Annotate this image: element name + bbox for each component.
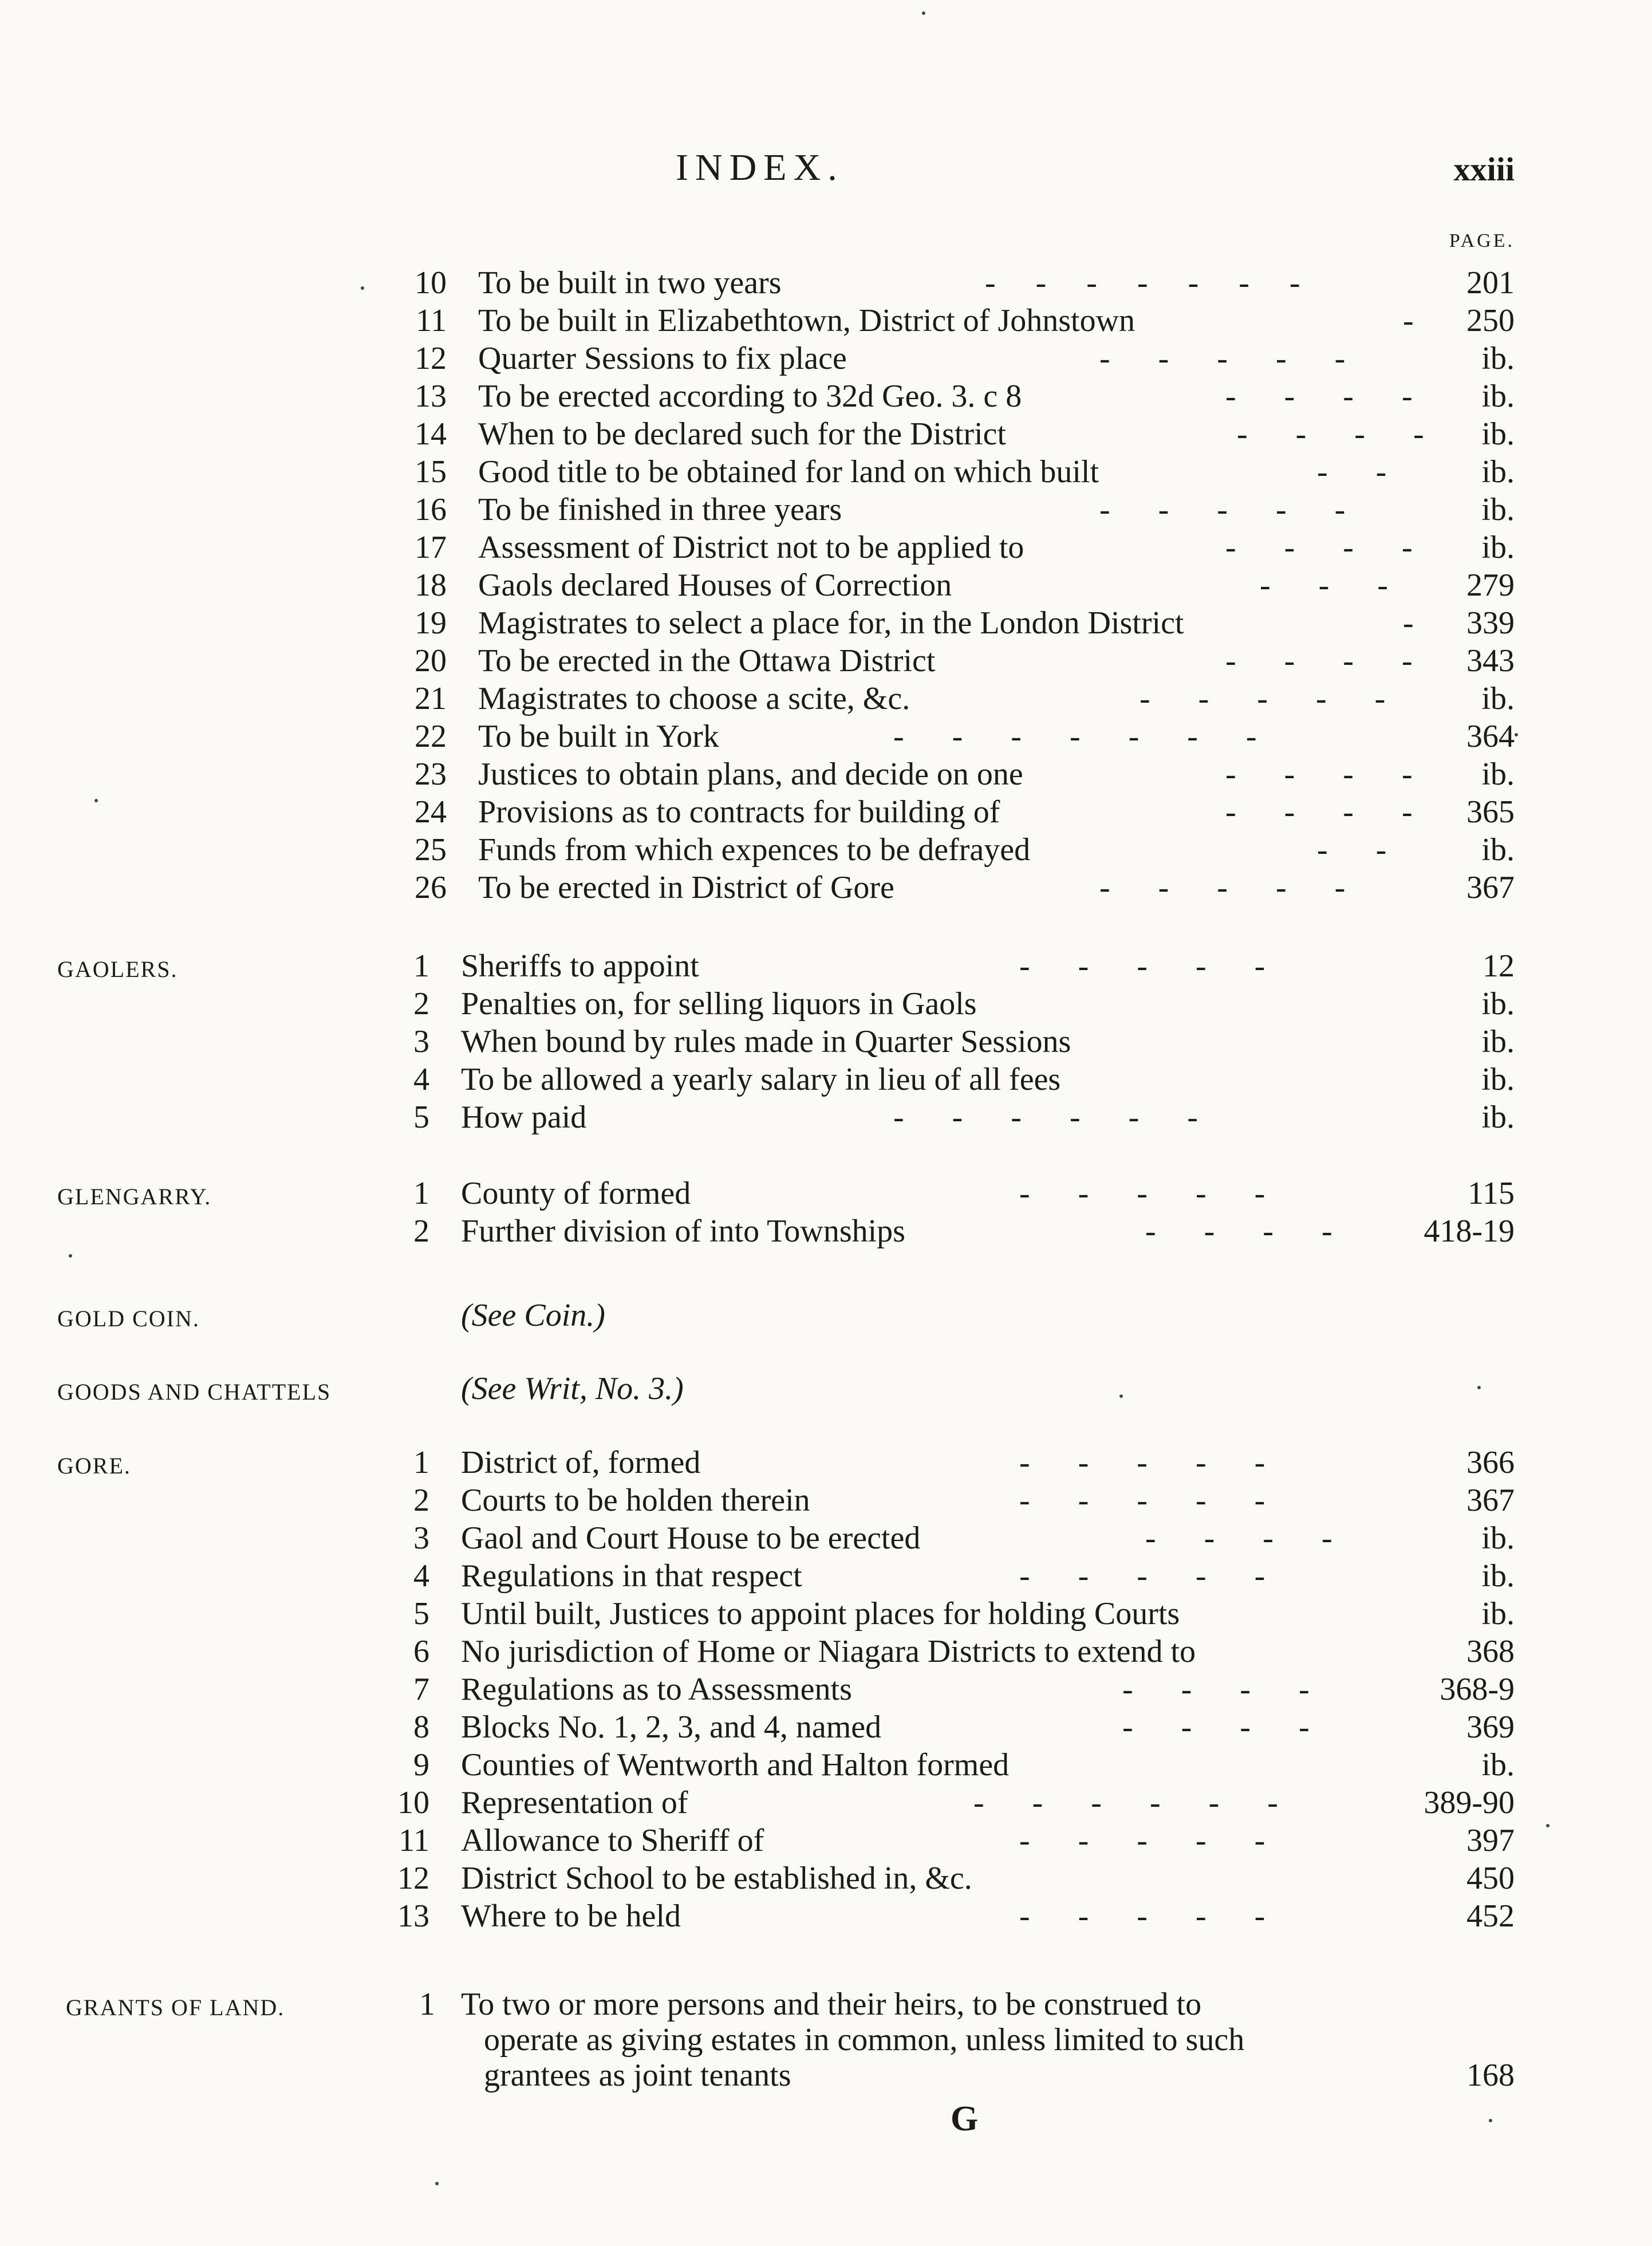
scan-speck <box>1489 2119 1492 2122</box>
entry-page: 364 <box>1466 719 1515 754</box>
index-entry <box>0 529 1652 567</box>
entry-page: ib. <box>1481 1024 1515 1059</box>
entry-page: ib. <box>1481 492 1515 527</box>
entry-number: 16 <box>415 492 447 527</box>
index-entry <box>0 454 1652 491</box>
entry-text: Magistrates to select a place for, in the London District <box>478 605 1184 641</box>
entry-page: 168 <box>1466 2058 1515 2093</box>
entry-page: 367 <box>1466 1483 1515 1518</box>
entry-page: 389-90 <box>1424 1785 1515 1821</box>
section-heading: GORE. <box>57 1453 131 1479</box>
entry-text: Provisions as to contracts for building of <box>478 794 1000 830</box>
entry-text: Counties of Wentworth and Halton formed <box>461 1747 1010 1783</box>
entry-text: Courts to be holden therein <box>461 1483 810 1518</box>
entry-text: Justices to obtain plans, and decide on one <box>478 756 1023 792</box>
index-entry <box>0 1671 1652 1709</box>
entry-number: 2 <box>413 1213 429 1249</box>
entry-page: ib. <box>1481 1596 1515 1632</box>
entry-number: 8 <box>413 1709 429 1745</box>
entry-page: 452 <box>1466 1898 1515 1934</box>
entry-number: 1 <box>413 1176 429 1211</box>
leader-dashes: - - - - - <box>1019 1445 1265 1480</box>
entry-text: To be erected in the Ottawa District <box>478 643 936 679</box>
entry-text: Penalties on, for selling liquors in Gaols <box>461 986 977 1022</box>
entry-number: 3 <box>413 1520 429 1556</box>
index-entry <box>0 1099 1652 1137</box>
entry-number: 26 <box>415 870 447 905</box>
entry-number: 1 <box>413 948 429 984</box>
page-folio: xxiii <box>1453 151 1515 188</box>
leader-dashes: - - - - - - <box>893 1100 1198 1135</box>
leader-dashes: - - - - <box>1225 794 1413 830</box>
entry-page: ib. <box>1481 379 1515 414</box>
index-entry <box>0 1822 1652 1860</box>
index-entry <box>0 643 1652 680</box>
leader-dashes: - - - - - <box>1140 681 1386 716</box>
entry-page: 201 <box>1466 265 1515 301</box>
scan-speck <box>1515 733 1518 736</box>
leader-dashes: - - <box>1317 832 1387 868</box>
leader-dashes: - - - <box>1260 568 1388 603</box>
index-entry <box>0 1784 1652 1822</box>
entry-text: To be finished in three years <box>478 492 842 527</box>
leader-dashes: - - - - - <box>1099 341 1346 376</box>
index-entry <box>0 1482 1652 1520</box>
entry-page: 279 <box>1466 568 1515 603</box>
entry-page: 12 <box>1483 948 1515 984</box>
index-entry <box>0 1520 1652 1558</box>
entry-number: 17 <box>415 530 447 565</box>
scan-speck <box>69 1254 72 1258</box>
entry-page: 369 <box>1466 1709 1515 1745</box>
section-heading: GOODS AND CHATTELS <box>57 1379 332 1405</box>
entry-number: 23 <box>415 756 447 792</box>
index-entry <box>0 378 1652 416</box>
running-title: INDEX. <box>676 147 844 188</box>
entry-text: Sheriffs to appoint <box>461 948 699 984</box>
scan-speck <box>922 11 925 15</box>
entry-text-line: To two or more persons and their heirs, to be construed to <box>461 1987 1202 2022</box>
entry-text: When bound by rules made in Quarter Sessions <box>461 1024 1071 1059</box>
leader-dashes: - <box>1403 605 1414 641</box>
entry-number: 1 <box>419 1987 435 2022</box>
entry-number: 5 <box>413 1596 429 1632</box>
entry-text: Until built, Justices to appoint places for holding Courts <box>461 1596 1180 1632</box>
index-entry <box>0 1709 1652 1747</box>
leader-dashes: - - - - - - - <box>893 719 1257 754</box>
index-entry <box>0 340 1652 378</box>
index-entry <box>0 1444 1652 1482</box>
leader-dashes: - <box>1403 303 1414 338</box>
entry-text: To be allowed a yearly salary in lieu of all fees <box>461 1062 1061 1097</box>
entry-number: 4 <box>413 1558 429 1594</box>
entry-text: Gaol and Court House to be erected <box>461 1520 921 1556</box>
entry-number: 1 <box>413 1445 429 1480</box>
index-entry <box>0 605 1652 643</box>
index-entry <box>0 794 1652 832</box>
leader-dashes: - - - - <box>1237 416 1424 452</box>
leader-dashes: - - - - - <box>1019 1483 1265 1518</box>
entry-text: To be erected in District of Gore <box>478 870 894 905</box>
index-entry <box>0 1633 1652 1671</box>
entry-page: 368 <box>1466 1634 1515 1669</box>
entry-text: Where to be held <box>461 1898 681 1934</box>
entry-number: 7 <box>413 1672 429 1707</box>
section-heading: GOLD COIN. <box>57 1306 200 1331</box>
entry-page: 450 <box>1466 1861 1515 1896</box>
entry-page: ib. <box>1481 1747 1515 1783</box>
entry-page: 397 <box>1466 1823 1515 1858</box>
leader-dashes: - - - - - - - <box>985 265 1300 301</box>
index-entry <box>0 1595 1652 1633</box>
entry-number: 10 <box>415 265 447 301</box>
section-heading: GLENGARRY. <box>57 1184 212 1209</box>
entry-number: 20 <box>415 643 447 679</box>
leader-dashes: - - - - - - <box>973 1785 1278 1821</box>
entry-page: ib. <box>1481 1100 1515 1135</box>
section-heading: GAOLERS. <box>57 956 178 982</box>
index-entry <box>0 1747 1652 1784</box>
section-heading: GRANTS OF LAND. <box>66 1995 285 2020</box>
leader-dashes: - - - - - <box>1019 948 1265 984</box>
entry-text: Regulations in that respect <box>461 1558 802 1594</box>
leader-dashes: - - - - <box>1225 379 1413 414</box>
entry-text-line: operate as giving estates in common, unless limited to such <box>484 2022 1245 2058</box>
entry-page: ib. <box>1481 1558 1515 1594</box>
index-entry <box>0 1175 1652 1213</box>
entry-number: 13 <box>397 1898 429 1934</box>
entry-text: Representation of <box>461 1785 688 1821</box>
index-entry <box>0 1860 1652 1898</box>
entry-number: 15 <box>415 454 447 490</box>
entry-text: To be built in Elizabethtown, District of Johnstown <box>478 303 1135 338</box>
index-entry <box>0 718 1652 756</box>
entry-page: 367 <box>1466 870 1515 905</box>
entry-number: 4 <box>413 1062 429 1097</box>
entry-page: ib. <box>1481 986 1515 1022</box>
entry-page: 250 <box>1466 303 1515 338</box>
entry-text: District of, formed <box>461 1445 701 1480</box>
entry-number: 25 <box>415 832 447 868</box>
entry-text: District School to be established in, &c. <box>461 1861 972 1896</box>
entry-number: 6 <box>413 1634 429 1669</box>
cross-reference: (See Writ, No. 3.) <box>461 1371 684 1406</box>
index-entry <box>0 1213 1652 1251</box>
entry-number: 22 <box>415 719 447 754</box>
entry-text-line: grantees as joint tenants <box>484 2058 791 2093</box>
scan-speck <box>1546 1824 1550 1827</box>
index-entry <box>0 756 1652 794</box>
entry-text: Quarter Sessions to fix place <box>478 341 847 376</box>
entry-text: Funds from which expences to be defrayed <box>478 832 1031 868</box>
entry-page: ib. <box>1481 1062 1515 1097</box>
entry-number: 5 <box>413 1100 429 1135</box>
entry-number: 9 <box>413 1747 429 1783</box>
entry-text: When to be declared such for the District <box>478 416 1007 452</box>
entry-page: ib. <box>1481 832 1515 868</box>
page-column-heading: PAGE. <box>1449 230 1515 251</box>
entry-page: ib. <box>1481 530 1515 565</box>
entry-number: 10 <box>397 1785 429 1821</box>
entry-number: 3 <box>413 1024 429 1059</box>
entry-page: ib. <box>1481 756 1515 792</box>
entry-number: 24 <box>415 794 447 830</box>
entry-text: Gaols declared Houses of Correction <box>478 568 952 603</box>
index-entry <box>0 567 1652 605</box>
entry-text: To be built in York <box>478 719 719 754</box>
entry-number: 12 <box>397 1861 429 1896</box>
leader-dashes: - - - - <box>1122 1672 1310 1707</box>
leader-dashes: - - - - - <box>1019 1558 1265 1594</box>
entry-page: 339 <box>1466 605 1515 641</box>
section-gold-coin <box>0 1297 1652 1335</box>
entry-number: 19 <box>415 605 447 641</box>
entry-number: 18 <box>415 568 447 603</box>
entry-text: Regulations as to Assessments <box>461 1672 852 1707</box>
leader-dashes: - - - - - <box>1019 1823 1265 1858</box>
entry-number: 2 <box>413 986 429 1022</box>
entry-number: 14 <box>415 416 447 452</box>
entry-text: To be erected according to 32d Geo. 3. c 8 <box>478 379 1022 414</box>
entry-number: 13 <box>415 379 447 414</box>
entry-page: 418-19 <box>1424 1213 1515 1249</box>
entry-text: Blocks No. 1, 2, 3, and 4, named <box>461 1709 882 1745</box>
cross-reference: (See Coin.) <box>461 1298 605 1333</box>
index-entry <box>0 869 1652 907</box>
entry-text: Magistrates to choose a scite, &c. <box>478 681 910 716</box>
index-entry <box>0 416 1652 454</box>
entry-text: Good title to be obtained for land on which built <box>478 454 1099 490</box>
entry-page: ib. <box>1481 1520 1515 1556</box>
leader-dashes: - - - - <box>1225 643 1413 679</box>
leader-dashes: - - - - - <box>1019 1176 1265 1211</box>
entry-number: 11 <box>399 1823 429 1858</box>
index-entry <box>0 491 1652 529</box>
entry-text: Allowance to Sheriff of <box>461 1823 764 1858</box>
index-entry <box>0 948 1652 986</box>
leader-dashes: - - - - <box>1225 530 1413 565</box>
scan-speck <box>435 2182 439 2185</box>
scan-speck <box>1477 1386 1481 1389</box>
index-entry <box>0 680 1652 718</box>
entry-text: How paid <box>461 1100 587 1135</box>
signature-mark: G <box>951 2099 979 2138</box>
leader-dashes: - - - - <box>1122 1709 1310 1745</box>
index-entry <box>0 302 1652 340</box>
entry-page: ib. <box>1481 341 1515 376</box>
entry-text: To be built in two years <box>478 265 782 301</box>
index-entry <box>0 265 1652 302</box>
entry-page: ib. <box>1481 416 1515 452</box>
leader-dashes: - - - - - <box>1099 492 1346 527</box>
leader-dashes: - - - - - <box>1019 1898 1265 1934</box>
leader-dashes: - - - - <box>1145 1213 1332 1249</box>
entry-page: 365 <box>1466 794 1515 830</box>
scan-speck <box>1119 1394 1123 1398</box>
entry-text: Further division of into Townships <box>461 1213 905 1249</box>
entry-page: ib. <box>1481 454 1515 490</box>
leader-dashes: - - <box>1317 454 1387 490</box>
entry-number: 11 <box>416 303 447 338</box>
scan-speck <box>361 286 364 290</box>
index-entry <box>0 986 1652 1023</box>
leader-dashes: - - - - <box>1225 756 1413 792</box>
index-entry <box>0 832 1652 869</box>
index-entry <box>0 1061 1652 1099</box>
entry-number: 12 <box>415 341 447 376</box>
entry-number: 2 <box>413 1483 429 1518</box>
index-entry <box>0 1023 1652 1061</box>
index-entry <box>0 1898 1652 1936</box>
entry-text: County of formed <box>461 1176 691 1211</box>
index-entry <box>0 1558 1652 1595</box>
leader-dashes: - - - - <box>1145 1520 1332 1556</box>
entry-number: 21 <box>415 681 447 716</box>
entry-page: 115 <box>1468 1176 1515 1211</box>
entry-text: No jurisdiction of Home or Niagara Districts to extend to <box>461 1634 1196 1669</box>
scan-speck <box>94 799 98 802</box>
index-entry <box>0 1986 1652 2101</box>
entry-page: ib. <box>1481 681 1515 716</box>
leader-dashes: - - - - - <box>1099 870 1346 905</box>
entry-page: 366 <box>1466 1445 1515 1480</box>
entry-text: Assessment of District not to be applied to <box>478 530 1024 565</box>
section-goods-and-chattels <box>0 1370 1652 1408</box>
entry-page: 343 <box>1466 643 1515 679</box>
entry-page: 368-9 <box>1440 1672 1515 1707</box>
